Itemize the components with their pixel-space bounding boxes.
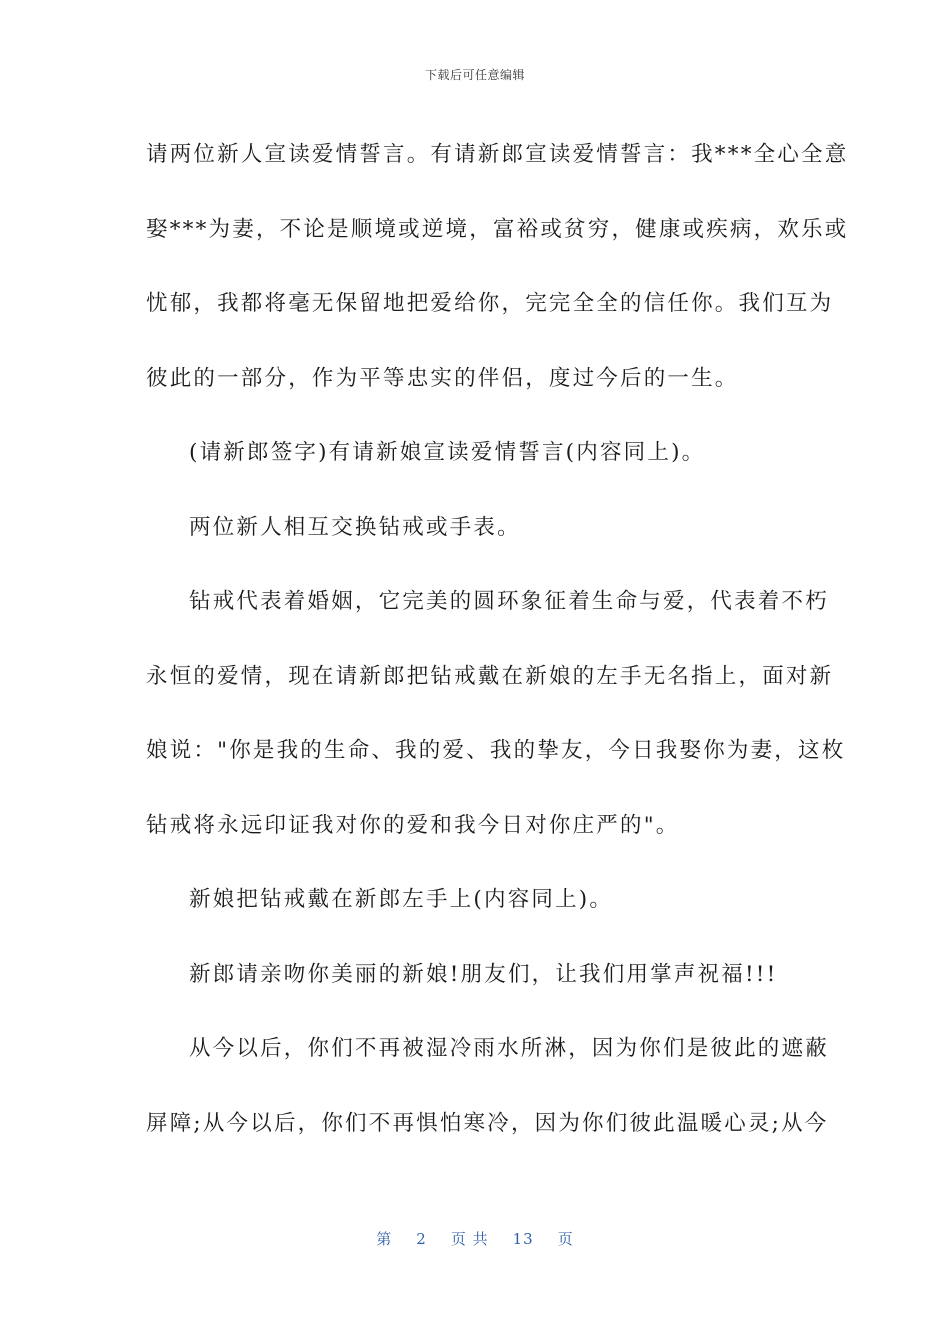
page-label-prefix: 第 (376, 1230, 393, 1248)
text-line: 永恒的爱情，现在请新郎把钻戒戴在新娘的左手无名指上，面对新 (146, 663, 834, 689)
text-line: 新郎请亲吻你美丽的新娘!朋友们，让我们用掌声祝福!!! (189, 961, 778, 987)
text-line: 娶***为妻，不论是顺境或逆境，富裕或贫穷，健康或疾病，欢乐或 (146, 216, 849, 242)
page-number: 2 (416, 1230, 427, 1248)
text-line: 从今以后，你们不再被湿冷雨水所淋，因为你们是彼此的遮蔽 (189, 1036, 829, 1061)
document-body (146, 118, 849, 1161)
text-line: 娘说："你是我的生命、我的爱、我的挚友，今日我娶你为妻，这枚 (146, 738, 846, 763)
text-line: (请新郎签字)有请新娘宣读爱情誓言(内容同上)。 (189, 440, 706, 465)
text-line: 忧郁，我都将毫无保留地把爱给你，完完全全的信任你。我们互为 (146, 291, 834, 316)
page-label-suffix: 页 (557, 1230, 574, 1248)
text-line: 两位新人相互交换钻戒或手表。 (189, 514, 521, 540)
text-line: 请两位新人宣读爱情誓言。有请新郎宣读爱情誓言：我***全心全意 (146, 142, 849, 167)
text-line: 钻戒代表着婚姻，它完美的圆环象征着生命与爱，代表着不朽 (189, 589, 829, 614)
text-line: 钻戒将永远印证我对你的爱和我今日对你庄严的"。 (146, 812, 680, 838)
text-line: 彼此的一部分，作为平等忠实的伴侣，度过今后的一生。 (146, 365, 739, 391)
page-header: 下载后可任意编辑 (424, 68, 525, 82)
text-line: 屏障;从今以后，你们不再惧怕寒冷，因为你们彼此温暖心灵;从今 (146, 1110, 829, 1136)
page-footer (0, 1228, 950, 1249)
page-label-middle: 页 共 (450, 1230, 489, 1248)
page-total: 13 (512, 1230, 534, 1248)
text-line: 新娘把钻戒戴在新郎左手上(内容同上)。 (189, 887, 614, 912)
